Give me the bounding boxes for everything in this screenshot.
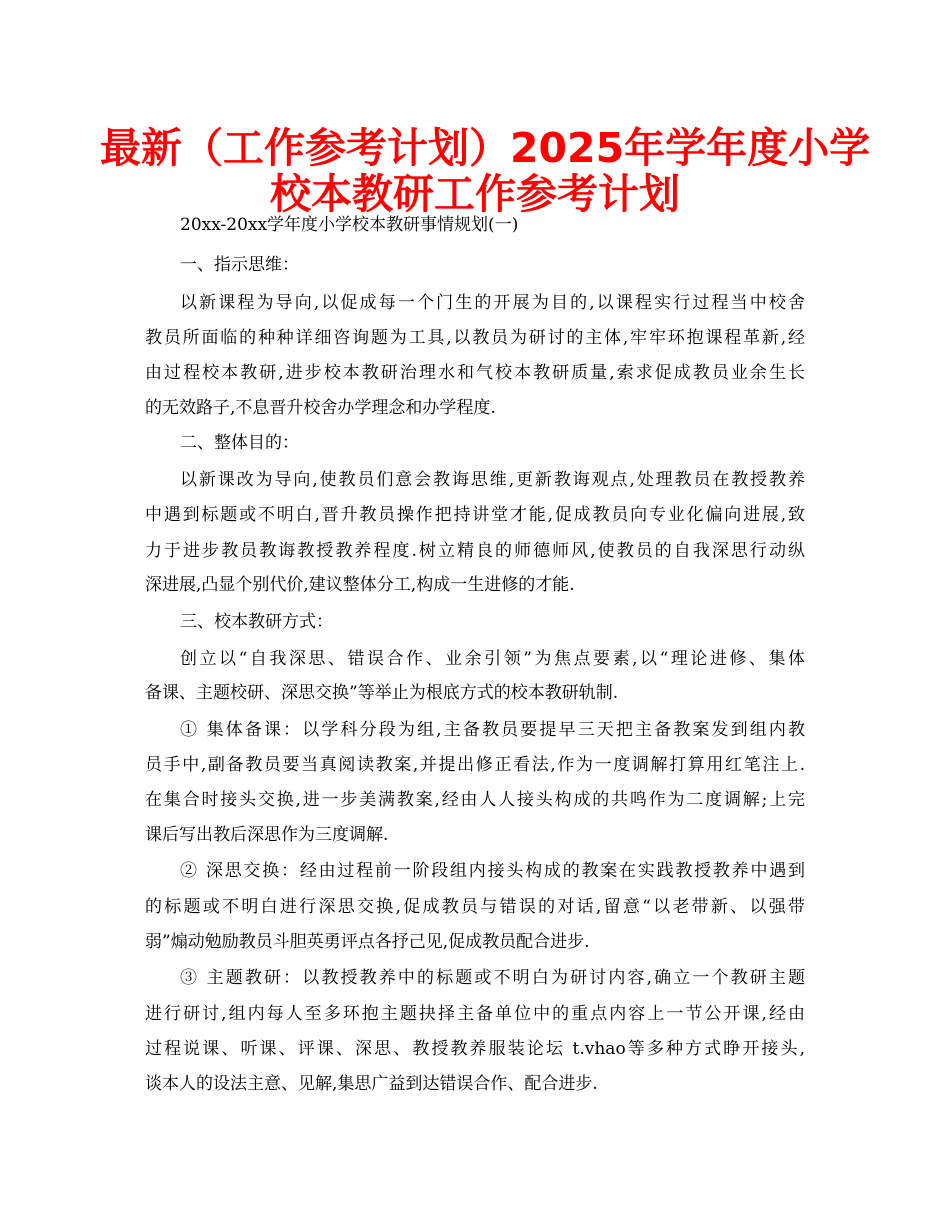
paragraph-line: 课后写出教后深思作为三度调解. xyxy=(145,825,389,845)
paragraph-line: 的无效路子,不息晋升校舍办学理念和办学程度. xyxy=(145,398,496,418)
document-title-line-1: 最新（工作参考计划）2025年学年度小学 xyxy=(100,124,871,172)
paragraph-line: 在集合时接头交换,进一步美满教案,经由人人接头构成的共鸣作为二度调解;上完 xyxy=(145,790,805,810)
paragraph-line: 过程说课、听课、评课、深思、教授教养服装论坛 t.vhao等多种方式睁开接头, xyxy=(145,1039,805,1059)
paragraph-line: 谈本人的设法主意、见解,集思广益到达错误合作、配合进步. xyxy=(145,1074,598,1094)
paragraph-line: 教员所面临的种种详细咨询题为工具,以教员为研讨的主体,牢牢环抱课程革新,经 xyxy=(145,328,805,348)
paragraph-line: 的标题或不明白进行深思交换,促成教员与错误的对话,留意“以老带新、以强带 xyxy=(145,897,805,917)
paragraph-line: 备课、主题校研、深思交换”等举止为根底方式的校本教研轨制. xyxy=(145,683,619,703)
section-heading: 一、指示思维： xyxy=(180,255,299,275)
subtitle-line: 20xx-20xx学年度小学校本教研事情规划(一) xyxy=(180,215,519,235)
section-heading: 二、整体目的： xyxy=(180,433,299,453)
paragraph-line: ② 深思交换：经由过程前一阶段组内接头构成的教案在实践教授教养中遇到 xyxy=(180,861,805,881)
paragraph-line: ① 集体备课：以学科分段为组,主备教员要提早三天把主备教案发到组内教 xyxy=(180,720,805,740)
section-heading: 三、校本教研方式： xyxy=(180,612,333,632)
paragraph-line: 以新课改为导向,使教员们意会教诲思维,更新教诲观点,处理教员在教授教养 xyxy=(180,470,805,490)
paragraph-line: 由过程校本教研,进步校本教研治理水和气校本教研质量,索求促成教员业余生长 xyxy=(145,363,805,383)
paragraph-line: 力于进步教员教诲教授教养程度.树立精良的师德师风,使教员的自我深思行动纵 xyxy=(145,541,805,561)
paragraph-line: 员手中,副备教员要当真阅读教案,并提出修正看法,作为一度调解打算用红笔注上. xyxy=(145,755,805,775)
paragraph-line: 深进展,凸显个别代价,建议整体分工,构成一生进修的才能. xyxy=(145,575,575,595)
paragraph-line: 以新课程为导向,以促成每一个门生的开展为目的,以课程实行过程当中校舍 xyxy=(180,293,805,313)
paragraph-line: 中遇到标题或不明白,晋升教员操作把持讲堂才能,促成教员向专业化偏向进展,致 xyxy=(145,505,805,525)
paragraph-line: 创立以“自我深思、错误合作、业余引领”为焦点要素,以“理论进修、集体 xyxy=(180,649,805,669)
paragraph-line: 弱”煽动勉励教员斗胆英勇评点各抒己见,促成教员配合进步. xyxy=(145,932,590,952)
paragraph-line: 进行研讨,组内每人至多环抱主题抉择主备单位中的重点内容上一节公开课,经由 xyxy=(145,1004,805,1024)
document-title-line-2: 校本教研工作参考计划 xyxy=(270,170,680,218)
paragraph-line: ③ 主题教研：以教授教养中的标题或不明白为研讨内容,确立一个教研主题 xyxy=(180,968,805,988)
